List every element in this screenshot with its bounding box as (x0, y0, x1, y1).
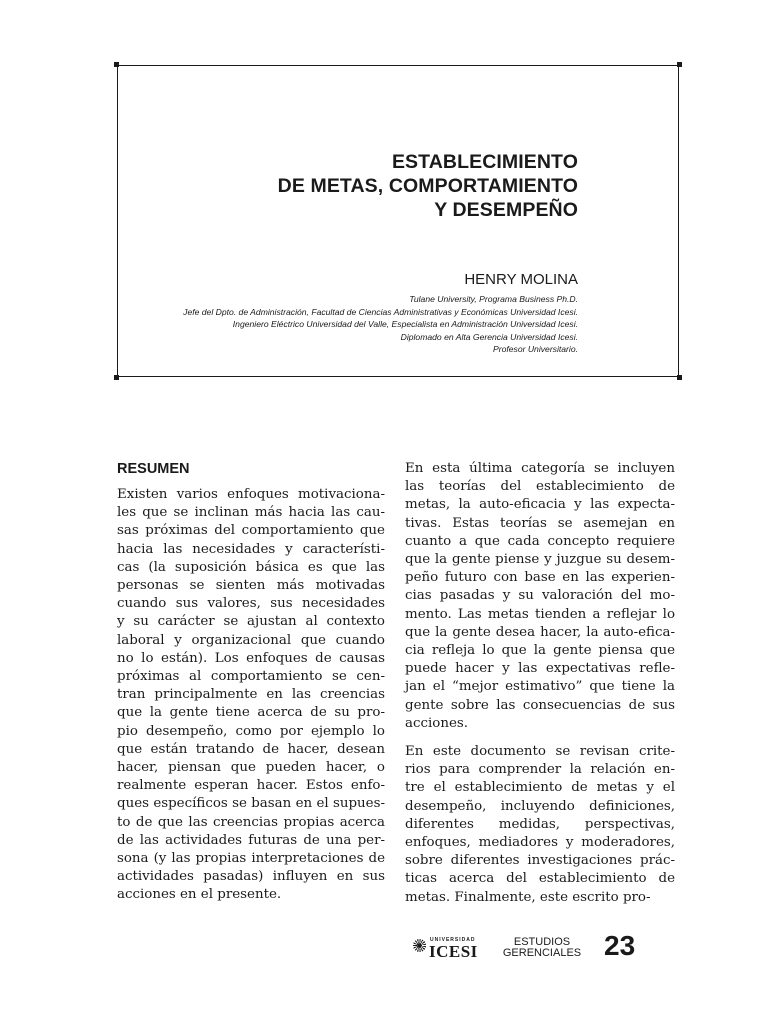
affiliation-line: Ingeniero Eléctrico Universidad del Valle, Especialista en Administración Universidad Icesi. (232, 319, 578, 329)
text-line: que la gente tiene acerca de su pro- (117, 705, 385, 721)
journal-line: GERENCIALES (502, 947, 582, 959)
text-line: desempeño, incluyendo definiciones, (405, 798, 675, 814)
text-line: En esta última categoría se incluyen (405, 461, 675, 476)
text-line: hacia las necesidades y característi- (117, 541, 385, 557)
logo-name: ICESI (429, 942, 478, 961)
affiliation-line: Jefe del Dpto. de Administración, Facultad de Ciencias Administrativas y Económicas Universidad Icesi. (183, 306, 578, 317)
text-line: diferentes medidas, perspectivas, (405, 816, 675, 832)
text-line: tran principalmente en las creencias (117, 687, 385, 703)
frame-corner (677, 375, 682, 380)
text-line: En este documento se revisan crite- (405, 744, 675, 760)
university-logo (413, 936, 493, 962)
text-line: sobre diferentes investigaciones prác- (405, 853, 675, 869)
author-affiliation (183, 293, 578, 356)
text-line: Existen varios enfoques motivaciona- (117, 487, 385, 502)
text-line: cas (la suposición básica es que las (117, 559, 385, 575)
text-line: metas, la auto-eficacia y las expecta- (405, 497, 675, 513)
abstract-paragraph (117, 486, 385, 905)
text-line: hacer, piensan que pueden hacer, o (117, 760, 385, 776)
text-line: enfoques, mediadores y moderadores, (405, 835, 675, 851)
text-line: puede hacer y las expectativas refle- (405, 661, 675, 677)
text-line: mento. Las metas tienden a reflejar lo (405, 606, 675, 622)
text-line: jan el “mejor estimativo” que tiene la (405, 679, 675, 695)
text-line: cuando sus valores, sus necesidades (117, 596, 385, 612)
text-line: que la gente piense y juzgue su desem- (405, 552, 675, 568)
text-line: cia refleja lo que la gente piensa que (405, 643, 675, 659)
body-paragraph (405, 743, 675, 907)
text-line: tre el establecimiento de metas y el (405, 780, 675, 796)
text-line: que están tratando de hacer, desean (117, 741, 385, 757)
text-line: tivas. Estas teorías se asemejan en (405, 515, 675, 531)
logo-top-text: UNIVERSIDAD (430, 937, 476, 943)
text-line: les que se inclinan más hacia las cau- (117, 505, 385, 521)
text-line: las teorías del establecimiento de (405, 479, 675, 495)
text-line: acciones. (405, 715, 469, 731)
text-line: de las actividades futuras de una per- (117, 832, 385, 848)
text-line: ticas acerca del establecimiento de (405, 871, 675, 887)
text-line: cias pasadas y su valoración del mo- (405, 588, 675, 604)
text-line: próximas al comportamiento se cen- (117, 669, 385, 685)
text-line: y su carácter se ajustan al contexto (117, 614, 385, 630)
text-line: acciones en el presente. (117, 887, 282, 903)
text-line: peño futuro con base en las experien- (405, 570, 675, 586)
text-line: cuanto a que cada concepto requiere (405, 533, 675, 549)
text-line: personas se sienten más motivadas (117, 578, 385, 594)
frame-corner (114, 375, 119, 380)
text-line: no lo están). Los enfoques de causas (117, 650, 385, 666)
text-line: pio desempeño, como por ejemplo lo (117, 723, 385, 739)
text-line: gente sobre las consecuencias de sus (405, 697, 675, 713)
text-line: metas. Finalmente, este escrito pro- (405, 889, 651, 905)
section-heading: RESUMEN (117, 461, 190, 477)
affiliation-line: Diplomado en Alta Gerencia Universidad Icesi. (400, 331, 578, 342)
body-paragraph (405, 460, 675, 733)
text-line: realmente esperan hacer. Estos enfo- (117, 778, 385, 794)
title-line: Y DESEMPEÑO (434, 199, 578, 221)
journal-name (501, 937, 583, 959)
affiliation-line: Tulane University, Programa Business Ph.D. (409, 294, 578, 304)
affiliation-line: Profesor Universitario. (492, 344, 578, 354)
globe-icon (413, 939, 426, 952)
left-column (117, 460, 385, 905)
author-name: HENRY MOLINA (464, 271, 578, 288)
text-line: sona (y las propias interpretaciones de (117, 851, 385, 867)
article-title (278, 150, 578, 222)
page-number: 23 (604, 930, 636, 961)
text-line: actividades pasadas) influyen en sus (117, 869, 385, 885)
right-column (405, 460, 675, 907)
title-line: ESTABLECIMIENTO (391, 151, 578, 173)
text-line: que la gente desea hacer, la auto-efica- (405, 624, 675, 640)
frame-corner (677, 62, 682, 67)
text-line: laboral y organizacional que cuando (117, 632, 385, 648)
journal-line: ESTUDIOS (513, 936, 571, 948)
text-line: rios para comprender la relación en- (405, 762, 675, 778)
text-line: ques específicos se basan en el supues- (117, 796, 385, 812)
title-line: DE METAS, COMPORTAMIENTO (277, 175, 578, 197)
text-line: to de que las creencias propias acerca (117, 814, 385, 830)
text-line: sas próximas del comportamiento que (117, 523, 385, 539)
frame-corner (114, 62, 119, 67)
